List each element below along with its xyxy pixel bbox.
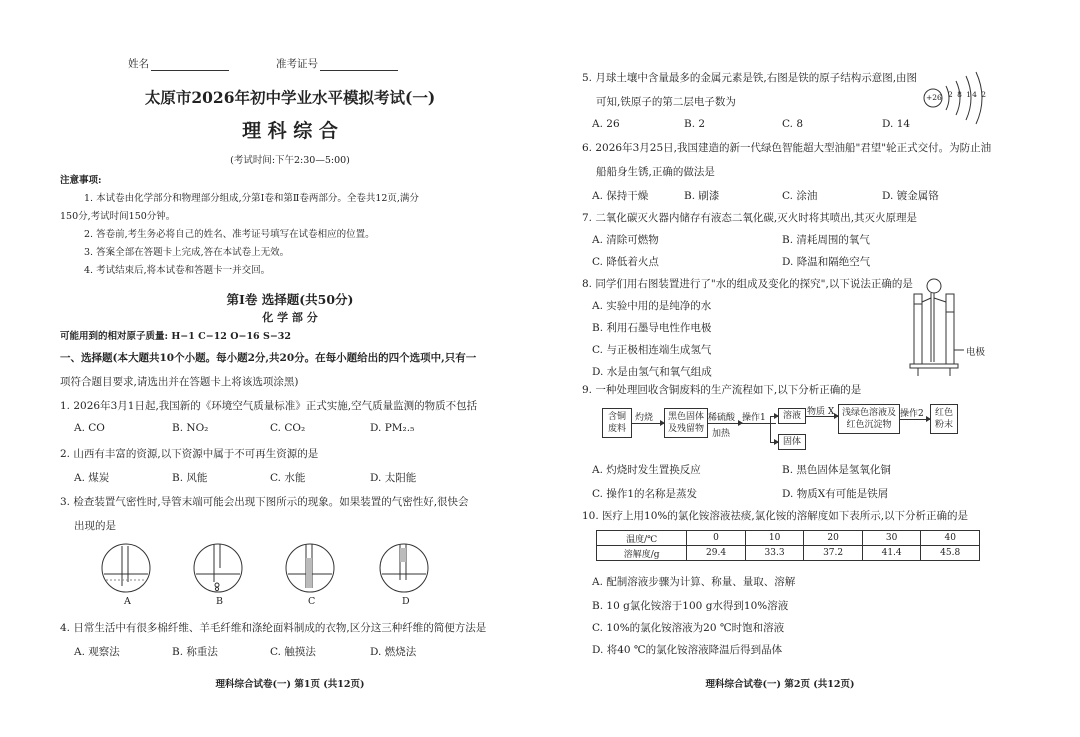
atom-nucleus: +26 bbox=[926, 93, 942, 102]
q3-label-b: B bbox=[216, 596, 223, 607]
id-field: 准考证号 bbox=[276, 56, 398, 71]
electrode-label: 电极 bbox=[966, 347, 986, 358]
q7-option-c: C. 降低着火点 bbox=[592, 256, 659, 268]
table-cell: 45.8 bbox=[921, 546, 980, 561]
q6-stem-1: 6. 2026年3月25日,我国建造的新一代绿色智能超大型油船"君望"轮正式交付。为防止油 bbox=[582, 142, 992, 154]
flow-arrow-5 bbox=[900, 419, 930, 420]
q5-option-d: D. 14 bbox=[882, 118, 911, 130]
q4-option-b: B. 称重法 bbox=[172, 646, 218, 658]
section-title: 第Ⅰ卷 选择题(共50分) bbox=[226, 292, 354, 307]
q7-option-d: D. 降温和隔绝空气 bbox=[782, 256, 871, 268]
flow-arrow-1 bbox=[632, 423, 664, 424]
q8-option-b: B. 利用石墨导电性作电极 bbox=[592, 322, 712, 334]
flow-label-x: 物质 X bbox=[807, 407, 835, 417]
q5-stem-2: 可知,铁原子的第二层电子数为 bbox=[596, 96, 736, 108]
q7-option-b: B. 清耗周围的氧气 bbox=[782, 234, 870, 246]
q10-stem: 10. 医疗上用10%的氯化铵溶液祛痰,氯化铵的溶解度如下表所示,以下分析正确的是 bbox=[582, 510, 969, 522]
q8-option-c: C. 与正极相连端生成氢气 bbox=[592, 344, 712, 356]
flow-arrow-2 bbox=[708, 423, 742, 424]
name-field: 姓名 bbox=[128, 56, 229, 71]
q3-label-a: A bbox=[124, 596, 131, 607]
q3-stem-2: 出现的是 bbox=[74, 520, 116, 532]
q2-stem: 2. 山西有丰富的资源,以下资源中属于不可再生资源的是 bbox=[60, 448, 319, 460]
table-row bbox=[597, 546, 980, 561]
figure-b bbox=[194, 544, 242, 592]
q1-option-d: D. PM₂.₅ bbox=[370, 422, 415, 434]
flow-arrow-3a bbox=[770, 416, 778, 417]
q3-label-d: D bbox=[402, 596, 410, 607]
right-footer: 理科综合试卷(一) 第2页 (共12页) bbox=[705, 679, 855, 690]
table-cell: 40 bbox=[921, 531, 980, 546]
figure-a bbox=[102, 544, 150, 592]
q1-option-b: B. NO₂ bbox=[172, 422, 209, 434]
table-cell: 37.2 bbox=[804, 546, 863, 561]
flow-label-burn: 灼烧 bbox=[635, 413, 654, 423]
table-cell: 41.4 bbox=[862, 546, 921, 561]
instructions-2: 项符合题目要求,请选出并在答题卡上将该选项涂黑) bbox=[60, 376, 299, 388]
subject-title: 理 科 综 合 bbox=[242, 120, 338, 142]
note-1b: 150分,考试时间150分钟。 bbox=[60, 211, 176, 222]
flow-box-green-solution: 浅绿色溶液及 红色沉淀物 bbox=[838, 404, 900, 434]
q3-figures bbox=[98, 538, 438, 596]
table-cell: 10 bbox=[745, 531, 804, 546]
q1-stem: 1. 2026年3月1日起,我国新的《环境空气质量标准》正式实施,空气质量监测的物质不包括 bbox=[60, 400, 478, 412]
q3-label-c: C bbox=[308, 596, 316, 607]
note-3: 3. 答案全部在答题卡上完成,答在本试卷上无效。 bbox=[84, 247, 290, 258]
q10-option-b: B. 10 g氯化铵溶于100 g水得到10%溶液 bbox=[592, 600, 789, 612]
electrolysis-apparatus bbox=[906, 276, 966, 382]
figure-c bbox=[286, 544, 334, 592]
notes-title: 注意事项: bbox=[60, 175, 102, 186]
flow-arrow-3b bbox=[770, 442, 778, 443]
table-cell: 0 bbox=[687, 531, 746, 546]
q9-option-a: A. 灼烧时发生置换反应 bbox=[592, 464, 701, 476]
note-2: 2. 答卷前,考生务必将自己的姓名、准考证号填写在试卷相应的位置。 bbox=[84, 229, 375, 240]
table-cell: 温度/℃ bbox=[597, 531, 687, 546]
flow-box-black-solid: 黑色固体 及残留物 bbox=[664, 408, 708, 438]
flow-branch bbox=[770, 416, 771, 442]
q5-option-b: B. 2 bbox=[684, 118, 706, 130]
exam-title: 太原市2026年初中学业水平模拟考试(一) bbox=[144, 88, 436, 107]
q6-option-a: A. 保持干燥 bbox=[592, 190, 649, 202]
q5-stem-1: 5. 月球土壤中含量最多的金属元素是铁,右图是铁的原子结构示意图,由图 bbox=[582, 72, 918, 84]
q8-option-a: A. 实验中用的是纯净的水 bbox=[592, 300, 712, 312]
atom-shells: 2 8 14 2 bbox=[948, 90, 988, 99]
q9-option-c: C. 操作1的名称是蒸发 bbox=[592, 488, 698, 500]
solubility-table bbox=[596, 530, 980, 561]
q4-option-d: D. 燃烧法 bbox=[370, 646, 417, 658]
q7-option-a: A. 清除可燃物 bbox=[592, 234, 659, 246]
q9-stem: 9. 一种处理回收含铜废料的生产流程如下,以下分析正确的是 bbox=[582, 384, 862, 396]
flow-label-acid: 稀硫酸 bbox=[708, 413, 736, 423]
flow-label-op1: 操作1 bbox=[742, 413, 766, 423]
instructions-1: 一、选择题(本大题共10个小题。每小题2分,共20分。在每小题给出的四个选项中,只有一 bbox=[60, 352, 477, 364]
q3-stem-1: 3. 检查装置气密性时,导管末端可能会出现下图所示的现象。如果装置的气密性好,很快会 bbox=[60, 496, 469, 508]
q6-option-c: C. 涂油 bbox=[782, 190, 818, 202]
q2-option-b: B. 风能 bbox=[172, 472, 208, 484]
q7-stem: 7. 二氧化碳灭火器内储存有液态二氧化碳,灭火时将其喷出,其灭火原理是 bbox=[582, 212, 918, 224]
q6-option-d: D. 镀金属铬 bbox=[882, 190, 939, 202]
left-footer: 理科综合试卷(一) 第1页 (共12页) bbox=[215, 679, 365, 690]
flow-box-red-powder: 红色 粉末 bbox=[930, 404, 958, 434]
flow-label-heat: 加热 bbox=[712, 429, 731, 439]
exam-time: (考试时间:下午2:30—5:00) bbox=[230, 155, 350, 166]
table-cell: 溶解度/g bbox=[597, 546, 687, 561]
q2-option-a: A. 煤炭 bbox=[74, 472, 110, 484]
flow-box-waste: 含铜 废料 bbox=[602, 408, 632, 438]
q2-option-c: C. 水能 bbox=[270, 472, 306, 484]
figure-d bbox=[380, 544, 428, 592]
table-cell: 29.4 bbox=[687, 546, 746, 561]
table-cell: 20 bbox=[804, 531, 863, 546]
q4-stem: 4. 日常生活中有很多棉纤维、羊毛纤维和涤纶面料制成的衣物,区分这三种纤维的简便方法是 bbox=[60, 622, 487, 634]
q4-option-a: A. 观察法 bbox=[74, 646, 120, 658]
q9-option-b: B. 黑色固体是氢氧化铜 bbox=[782, 464, 891, 476]
note-4: 4. 考试结束后,将本试卷和答题卡一并交回。 bbox=[84, 265, 271, 276]
q2-option-d: D. 太阳能 bbox=[370, 472, 417, 484]
q1-option-c: C. CO₂ bbox=[270, 422, 306, 434]
q5-option-c: C. 8 bbox=[782, 118, 804, 130]
chem-title: 化 学 部 分 bbox=[262, 311, 318, 324]
q10-option-c: C. 10%的氯化铵溶液为20 ℃时饱和溶液 bbox=[592, 622, 785, 634]
table-row bbox=[597, 531, 980, 546]
note-1a: 1. 本试卷由化学部分和物理部分组成,分第Ⅰ卷和第Ⅱ卷两部分。全卷共12页,满分 bbox=[84, 193, 419, 204]
q4-option-c: C. 触摸法 bbox=[270, 646, 316, 658]
q10-option-d: D. 将40 ℃的氯化铵溶液降温后得到晶体 bbox=[592, 644, 783, 656]
table-cell: 30 bbox=[862, 531, 921, 546]
table-cell: 33.3 bbox=[745, 546, 804, 561]
right-page bbox=[540, 0, 1080, 737]
q9-option-d: D. 物质X有可能是铁屑 bbox=[782, 488, 889, 500]
q5-option-a: A. 26 bbox=[592, 118, 620, 130]
q8-option-d: D. 水是由氢气和氧气组成 bbox=[592, 366, 712, 378]
flow-label-op2: 操作2 bbox=[900, 409, 924, 419]
atomic-mass: 可能用到的相对原子质量: H−1 C−12 O−16 S−32 bbox=[60, 331, 292, 342]
q10-option-a: A. 配制溶液步骤为计算、称量、量取、溶解 bbox=[592, 576, 796, 588]
q8-stem: 8. 同学们用右图装置进行了"水的组成及变化的探究",以下说法正确的是 bbox=[582, 278, 913, 290]
flow-box-solution: 溶液 bbox=[778, 408, 806, 424]
q6-stem-2: 船船身生锈,正确的做法是 bbox=[596, 166, 715, 178]
q6-option-b: B. 刷漆 bbox=[684, 190, 720, 202]
q1-option-a: A. CO bbox=[74, 422, 105, 434]
flow-box-solid: 固体 bbox=[778, 434, 806, 450]
